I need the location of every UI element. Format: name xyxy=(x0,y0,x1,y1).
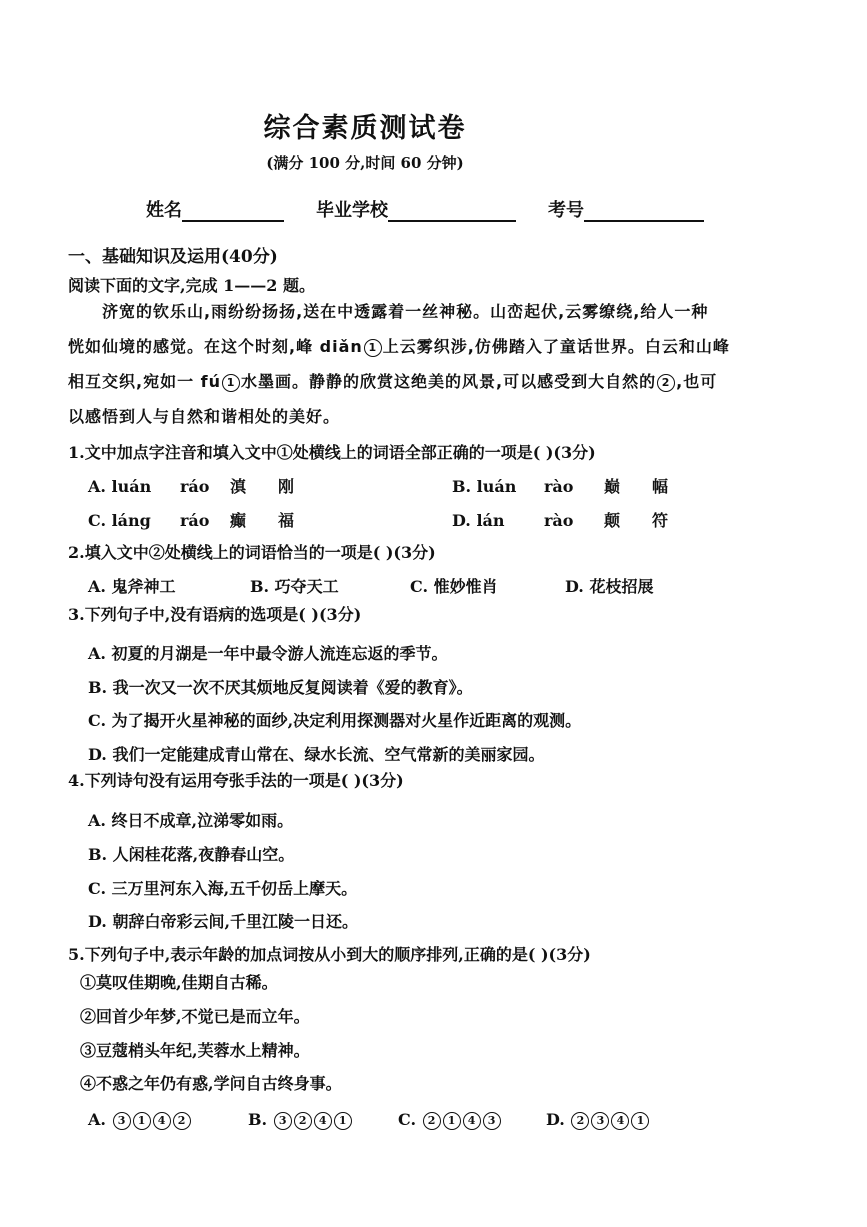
q5-sentence-4: ④不惑之年仍有惑,学问自古终身事。 xyxy=(80,1074,342,1093)
q3-option-a[interactable]: A. 初夏的月湖是一年中最令游人流连忘返的季节。 xyxy=(88,644,448,663)
school-blank[interactable] xyxy=(388,200,516,222)
exam-subtitle: (满分 100 分,时间 60 分钟) xyxy=(266,154,464,172)
section-heading: 一、基础知识及运用(40分) xyxy=(68,247,278,267)
q5-d-num-1: 2 xyxy=(571,1112,589,1130)
blank-marker-1: 1 xyxy=(364,339,382,357)
q2-option-b[interactable]: B. 巧夺天工 xyxy=(250,577,339,596)
q5-d-label: D. xyxy=(546,1110,565,1129)
question-1-stem: 1.文中加点字注音和填入文中①处横线上的词语全部正确的一项是( )(3分) xyxy=(68,443,596,462)
passage-line-3c: ,也可 xyxy=(676,372,718,391)
q5-a-num-4: 2 xyxy=(173,1112,191,1130)
number-blank[interactable] xyxy=(584,200,704,222)
q1-d-char2: 符 xyxy=(652,511,669,530)
q1-option-c[interactable] xyxy=(88,508,294,531)
question-3-stem: 3.下列句子中,没有语病的选项是( )(3分) xyxy=(68,605,362,624)
q5-c-num-3: 4 xyxy=(463,1112,481,1130)
passage-line-2b: 上云雾织涉,仿佛踏入了童话世界。白云和山峰 xyxy=(382,337,730,356)
q1-b-pinyin1: B. luán xyxy=(452,477,517,496)
q4-option-a[interactable]: A. 终日不成章,泣涕零如雨。 xyxy=(88,811,294,830)
q5-b-num-1: 3 xyxy=(274,1112,292,1130)
passage-line-2a: 恍如仙境的感觉。在这个时刻,峰 diǎn xyxy=(68,337,363,356)
q3-option-d[interactable]: D. 我们一定能建成青山常在、绿水长流、空气常新的美丽家园。 xyxy=(88,745,545,764)
q2-option-c[interactable]: C. 惟妙惟肖 xyxy=(410,577,498,596)
student-info-row xyxy=(146,196,704,222)
name-label: 姓名 xyxy=(146,200,182,221)
q5-option-c[interactable] xyxy=(398,1110,502,1130)
passage-line-3a: 相互交织,宛如一 fú xyxy=(68,372,222,391)
q2-option-a[interactable]: A. 鬼斧神工 xyxy=(88,577,176,596)
q4-option-d[interactable]: D. 朝辞白帝彩云间,千里江陵一日还。 xyxy=(88,912,359,931)
q5-c-num-4: 3 xyxy=(483,1112,501,1130)
blank-marker-1b: 1 xyxy=(222,374,240,392)
q2-option-d[interactable]: D. 花枝招展 xyxy=(565,577,654,596)
blank-marker-2: 2 xyxy=(657,374,675,392)
q5-option-b[interactable] xyxy=(248,1110,353,1130)
q1-option-a[interactable] xyxy=(88,474,294,497)
q1-option-d[interactable] xyxy=(452,508,668,531)
q1-c-char1: 癫 xyxy=(230,511,247,530)
q1-b-char1: 巅 xyxy=(604,477,621,496)
q5-b-num-4: 1 xyxy=(334,1112,352,1130)
number-label: 考号 xyxy=(548,200,584,221)
q1-b-pinyin2: rào xyxy=(544,477,574,496)
q1-a-pinyin2: ráo xyxy=(180,477,210,496)
q5-b-label: B. xyxy=(248,1110,268,1129)
q5-a-num-3: 4 xyxy=(153,1112,171,1130)
question-5-stem: 5.下列句子中,表示年龄的加点词按从小到大的顺序排列,正确的是( )(3分) xyxy=(68,945,591,964)
school-label: 毕业学校 xyxy=(316,200,388,221)
q1-d-pinyin2: rào xyxy=(544,511,574,530)
reading-passage xyxy=(68,294,768,434)
question-2-stem: 2.填入文中②处横线上的词语恰当的一项是( )(3分) xyxy=(68,543,436,562)
q5-c-num-2: 1 xyxy=(443,1112,461,1130)
passage-line-4: 以感悟到人与自然和谐相处的美好。 xyxy=(68,407,341,426)
q1-d-char1: 颠 xyxy=(604,511,621,530)
q5-d-num-2: 3 xyxy=(591,1112,609,1130)
q5-sentence-1: ①莫叹佳期晚,佳期自古稀。 xyxy=(80,973,278,992)
q5-c-label: C. xyxy=(398,1110,417,1129)
q5-b-num-3: 4 xyxy=(314,1112,332,1130)
q5-option-a[interactable] xyxy=(88,1110,192,1130)
q5-sentence-2: ②回首少年梦,不觉已是而立年。 xyxy=(80,1007,310,1026)
name-blank[interactable] xyxy=(182,200,284,222)
q4-option-c[interactable]: C. 三万里河东入海,五千仞岳上摩天。 xyxy=(88,879,358,898)
q1-c-char2: 福 xyxy=(278,511,295,530)
passage-line-3b: 水墨画。静静的欣赏这绝美的风景,可以感受到大自然的 xyxy=(241,372,657,391)
q1-c-pinyin1: C. láng xyxy=(88,511,151,530)
q5-option-d[interactable] xyxy=(546,1110,650,1130)
q5-sentence-3: ③豆蔻梢头年纪,芙蓉水上精神。 xyxy=(80,1041,310,1060)
q1-a-char2: 刚 xyxy=(278,477,295,496)
q4-option-b[interactable]: B. 人闲桂花落,夜静春山空。 xyxy=(88,845,295,864)
q5-a-num-1: 3 xyxy=(113,1112,131,1130)
question-4-stem: 4.下列诗句没有运用夸张手法的一项是( )(3分) xyxy=(68,771,404,790)
q1-a-char1: 滇 xyxy=(230,477,247,496)
q1-b-char2: 幅 xyxy=(652,477,669,496)
q5-d-num-3: 4 xyxy=(611,1112,629,1130)
q5-a-num-2: 1 xyxy=(133,1112,151,1130)
q5-b-num-2: 2 xyxy=(294,1112,312,1130)
q1-c-pinyin2: ráo xyxy=(180,511,210,530)
passage-line-1: 济宽的钦乐山,雨纷纷扬扬,送在中透露着一丝神秘。山峦起伏,云雾缭绕,给人一种 xyxy=(102,302,709,321)
q5-c-num-1: 2 xyxy=(423,1112,441,1130)
reading-instruction: 阅读下面的文字,完成 1——2 题。 xyxy=(68,276,315,295)
exam-title: 综合素质测试卷 xyxy=(263,113,467,144)
q1-option-b[interactable] xyxy=(452,474,668,497)
q3-option-b[interactable]: B. 我一次又一次不厌其烦地反复阅读着《爱的教育》。 xyxy=(88,678,473,697)
q1-a-pinyin1: A. luán xyxy=(88,477,152,496)
q5-d-num-4: 1 xyxy=(631,1112,649,1130)
q3-option-c[interactable]: C. 为了揭开火星神秘的面纱,决定利用探测器对火星作近距离的观测。 xyxy=(88,711,582,730)
q5-a-label: A. xyxy=(88,1110,106,1129)
q1-d-pinyin1: D. lán xyxy=(452,511,505,530)
